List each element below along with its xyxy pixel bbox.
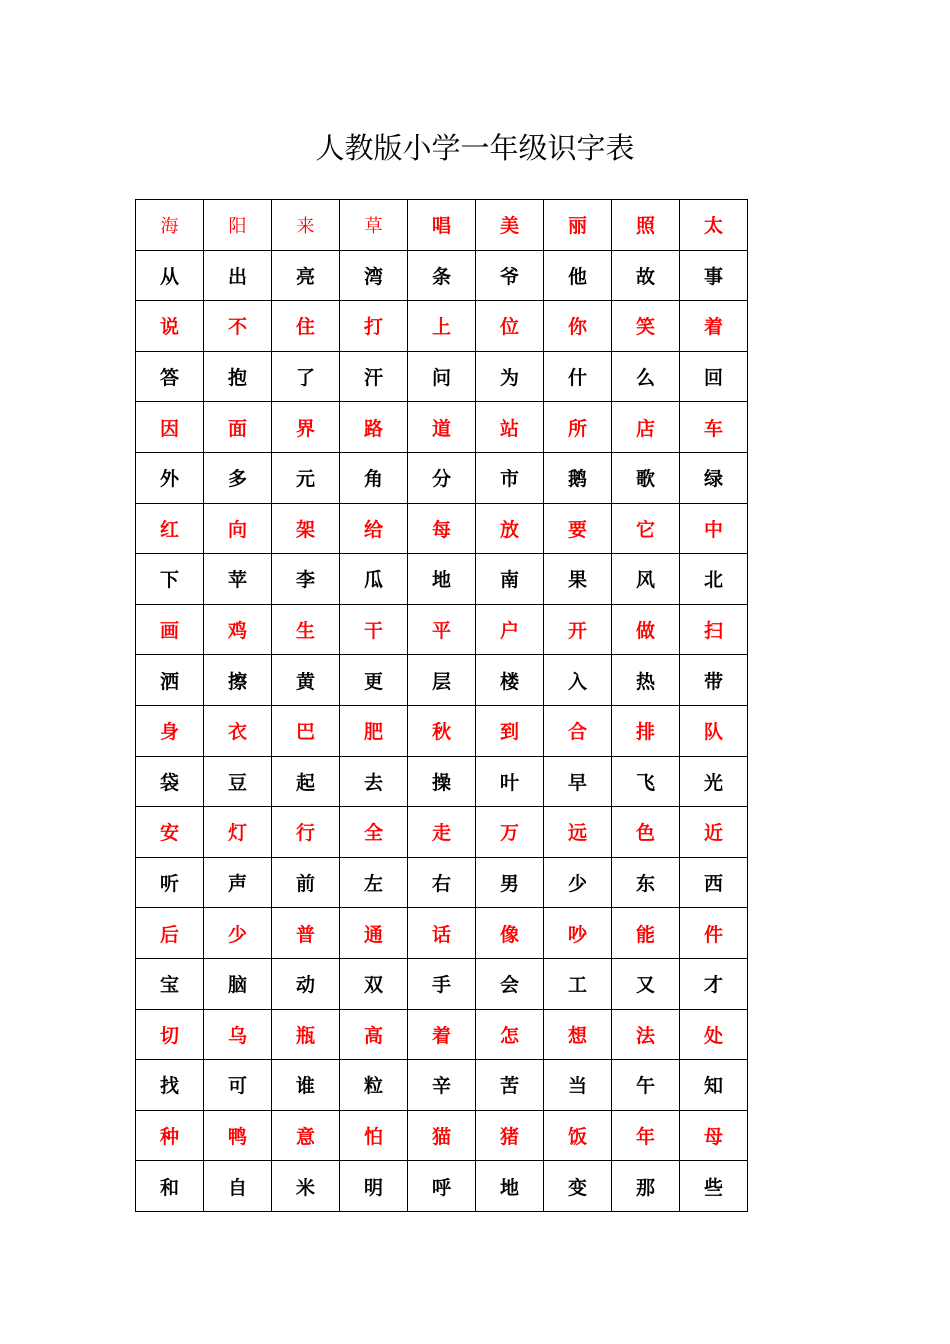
character-cell: 手 xyxy=(408,958,476,1009)
character-cell: 黄 xyxy=(272,655,340,706)
character-cell: 亮 xyxy=(272,250,340,301)
character-cell: 要 xyxy=(544,503,612,554)
character-cell: 擦 xyxy=(204,655,272,706)
character-cell: 不 xyxy=(204,301,272,352)
character-cell: 爷 xyxy=(476,250,544,301)
character-table xyxy=(135,199,748,1212)
character-cell: 位 xyxy=(476,301,544,352)
character-cell: 外 xyxy=(136,452,204,503)
character-cell: 起 xyxy=(272,756,340,807)
character-cell: 故 xyxy=(612,250,680,301)
character-cell: 那 xyxy=(612,1161,680,1212)
character-cell: 扫 xyxy=(680,604,748,655)
character-cell: 来 xyxy=(272,200,340,251)
character-cell: 苦 xyxy=(476,1060,544,1111)
character-cell: 说 xyxy=(136,301,204,352)
character-cell: 了 xyxy=(272,351,340,402)
table-row xyxy=(136,503,748,554)
character-cell: 秋 xyxy=(408,705,476,756)
table-row xyxy=(136,351,748,402)
character-cell: 行 xyxy=(272,807,340,858)
character-cell: 排 xyxy=(612,705,680,756)
character-cell: 鹅 xyxy=(544,452,612,503)
table-row xyxy=(136,958,748,1009)
character-cell: 听 xyxy=(136,857,204,908)
character-cell: 出 xyxy=(204,250,272,301)
character-cell: 做 xyxy=(612,604,680,655)
character-cell: 午 xyxy=(612,1060,680,1111)
character-cell: 年 xyxy=(612,1110,680,1161)
character-cell: 乌 xyxy=(204,1009,272,1060)
character-cell: 给 xyxy=(340,503,408,554)
character-cell: 种 xyxy=(136,1110,204,1161)
character-cell: 男 xyxy=(476,857,544,908)
character-cell: 普 xyxy=(272,908,340,959)
table-row xyxy=(136,1060,748,1111)
character-cell: 每 xyxy=(408,503,476,554)
character-cell: 向 xyxy=(204,503,272,554)
character-cell: 万 xyxy=(476,807,544,858)
character-cell: 答 xyxy=(136,351,204,402)
character-cell: 话 xyxy=(408,908,476,959)
character-cell: 阳 xyxy=(204,200,272,251)
character-cell: 绿 xyxy=(680,452,748,503)
character-cell: 巴 xyxy=(272,705,340,756)
character-cell: 灯 xyxy=(204,807,272,858)
character-cell: 户 xyxy=(476,604,544,655)
character-cell: 通 xyxy=(340,908,408,959)
character-cell: 李 xyxy=(272,554,340,605)
character-table-body xyxy=(136,200,748,1212)
character-cell: 地 xyxy=(476,1161,544,1212)
character-cell: 草 xyxy=(340,200,408,251)
character-cell: 前 xyxy=(272,857,340,908)
character-cell: 切 xyxy=(136,1009,204,1060)
character-cell: 风 xyxy=(612,554,680,605)
character-cell: 所 xyxy=(544,402,612,453)
character-cell: 脑 xyxy=(204,958,272,1009)
character-cell: 洒 xyxy=(136,655,204,706)
character-cell: 唱 xyxy=(408,200,476,251)
character-cell: 左 xyxy=(340,857,408,908)
character-cell: 道 xyxy=(408,402,476,453)
character-cell: 市 xyxy=(476,452,544,503)
character-cell: 下 xyxy=(136,554,204,605)
character-cell: 身 xyxy=(136,705,204,756)
character-cell: 件 xyxy=(680,908,748,959)
character-cell: 自 xyxy=(204,1161,272,1212)
character-cell: 南 xyxy=(476,554,544,605)
character-cell: 队 xyxy=(680,705,748,756)
character-cell: 动 xyxy=(272,958,340,1009)
character-cell: 热 xyxy=(612,655,680,706)
character-cell: 干 xyxy=(340,604,408,655)
character-cell: 处 xyxy=(680,1009,748,1060)
character-cell: 界 xyxy=(272,402,340,453)
character-cell: 丽 xyxy=(544,200,612,251)
character-cell: 你 xyxy=(544,301,612,352)
character-cell: 叶 xyxy=(476,756,544,807)
character-cell: 像 xyxy=(476,908,544,959)
character-cell: 母 xyxy=(680,1110,748,1161)
character-cell: 地 xyxy=(408,554,476,605)
character-cell: 去 xyxy=(340,756,408,807)
character-cell: 鸭 xyxy=(204,1110,272,1161)
character-cell: 辛 xyxy=(408,1060,476,1111)
character-cell: 远 xyxy=(544,807,612,858)
character-cell: 店 xyxy=(612,402,680,453)
character-cell: 苹 xyxy=(204,554,272,605)
table-row xyxy=(136,604,748,655)
character-cell: 猫 xyxy=(408,1110,476,1161)
table-row xyxy=(136,655,748,706)
character-cell: 些 xyxy=(680,1161,748,1212)
character-cell: 北 xyxy=(680,554,748,605)
character-cell: 中 xyxy=(680,503,748,554)
character-cell: 能 xyxy=(612,908,680,959)
character-cell: 问 xyxy=(408,351,476,402)
character-cell: 照 xyxy=(612,200,680,251)
character-cell: 飞 xyxy=(612,756,680,807)
character-cell: 画 xyxy=(136,604,204,655)
character-cell: 什 xyxy=(544,351,612,402)
character-cell: 又 xyxy=(612,958,680,1009)
character-cell: 么 xyxy=(612,351,680,402)
character-cell: 袋 xyxy=(136,756,204,807)
character-cell: 元 xyxy=(272,452,340,503)
character-cell: 当 xyxy=(544,1060,612,1111)
character-cell: 早 xyxy=(544,756,612,807)
table-row xyxy=(136,200,748,251)
character-cell: 法 xyxy=(612,1009,680,1060)
character-cell: 平 xyxy=(408,604,476,655)
table-row xyxy=(136,452,748,503)
character-cell: 楼 xyxy=(476,655,544,706)
character-cell: 海 xyxy=(136,200,204,251)
character-cell: 笑 xyxy=(612,301,680,352)
character-cell: 为 xyxy=(476,351,544,402)
character-cell: 宝 xyxy=(136,958,204,1009)
character-cell: 放 xyxy=(476,503,544,554)
character-cell: 找 xyxy=(136,1060,204,1111)
character-cell: 后 xyxy=(136,908,204,959)
character-cell: 条 xyxy=(408,250,476,301)
character-cell: 上 xyxy=(408,301,476,352)
table-row xyxy=(136,301,748,352)
character-cell: 饭 xyxy=(544,1110,612,1161)
character-cell: 事 xyxy=(680,250,748,301)
character-cell: 高 xyxy=(340,1009,408,1060)
character-cell: 瓜 xyxy=(340,554,408,605)
character-cell: 才 xyxy=(680,958,748,1009)
character-cell: 谁 xyxy=(272,1060,340,1111)
character-cell: 右 xyxy=(408,857,476,908)
character-cell: 角 xyxy=(340,452,408,503)
character-cell: 更 xyxy=(340,655,408,706)
table-row xyxy=(136,250,748,301)
character-cell: 站 xyxy=(476,402,544,453)
character-cell: 声 xyxy=(204,857,272,908)
character-cell: 鸡 xyxy=(204,604,272,655)
character-cell: 面 xyxy=(204,402,272,453)
table-row xyxy=(136,908,748,959)
character-cell: 全 xyxy=(340,807,408,858)
character-cell: 猪 xyxy=(476,1110,544,1161)
character-cell: 意 xyxy=(272,1110,340,1161)
character-cell: 少 xyxy=(544,857,612,908)
character-cell: 汗 xyxy=(340,351,408,402)
table-row xyxy=(136,554,748,605)
character-cell: 西 xyxy=(680,857,748,908)
character-cell: 因 xyxy=(136,402,204,453)
character-cell: 想 xyxy=(544,1009,612,1060)
character-cell: 住 xyxy=(272,301,340,352)
character-cell: 他 xyxy=(544,250,612,301)
character-cell: 回 xyxy=(680,351,748,402)
character-cell: 架 xyxy=(272,503,340,554)
character-cell: 怕 xyxy=(340,1110,408,1161)
character-cell: 太 xyxy=(680,200,748,251)
character-cell: 入 xyxy=(544,655,612,706)
character-cell: 粒 xyxy=(340,1060,408,1111)
table-row xyxy=(136,1161,748,1212)
character-cell: 怎 xyxy=(476,1009,544,1060)
table-row xyxy=(136,807,748,858)
character-cell: 美 xyxy=(476,200,544,251)
character-cell: 打 xyxy=(340,301,408,352)
character-cell: 带 xyxy=(680,655,748,706)
character-cell: 歌 xyxy=(612,452,680,503)
character-cell: 路 xyxy=(340,402,408,453)
character-cell: 吵 xyxy=(544,908,612,959)
table-row xyxy=(136,857,748,908)
character-cell: 抱 xyxy=(204,351,272,402)
table-row xyxy=(136,1009,748,1060)
character-cell: 双 xyxy=(340,958,408,1009)
character-cell: 层 xyxy=(408,655,476,706)
character-cell: 可 xyxy=(204,1060,272,1111)
character-cell: 安 xyxy=(136,807,204,858)
character-cell: 知 xyxy=(680,1060,748,1111)
character-cell: 走 xyxy=(408,807,476,858)
character-cell: 到 xyxy=(476,705,544,756)
character-cell: 着 xyxy=(408,1009,476,1060)
table-row xyxy=(136,756,748,807)
character-cell: 呼 xyxy=(408,1161,476,1212)
character-cell: 变 xyxy=(544,1161,612,1212)
character-cell: 肥 xyxy=(340,705,408,756)
character-cell: 少 xyxy=(204,908,272,959)
character-cell: 操 xyxy=(408,756,476,807)
character-cell: 和 xyxy=(136,1161,204,1212)
character-cell: 瓶 xyxy=(272,1009,340,1060)
character-cell: 光 xyxy=(680,756,748,807)
table-row xyxy=(136,402,748,453)
character-cell: 多 xyxy=(204,452,272,503)
table-row xyxy=(136,705,748,756)
character-cell: 明 xyxy=(340,1161,408,1212)
character-cell: 湾 xyxy=(340,250,408,301)
character-cell: 色 xyxy=(612,807,680,858)
character-cell: 分 xyxy=(408,452,476,503)
character-cell: 近 xyxy=(680,807,748,858)
character-cell: 衣 xyxy=(204,705,272,756)
character-cell: 着 xyxy=(680,301,748,352)
character-cell: 从 xyxy=(136,250,204,301)
character-cell: 合 xyxy=(544,705,612,756)
character-cell: 东 xyxy=(612,857,680,908)
character-cell: 生 xyxy=(272,604,340,655)
character-cell: 车 xyxy=(680,402,748,453)
character-cell: 开 xyxy=(544,604,612,655)
character-cell: 工 xyxy=(544,958,612,1009)
character-cell: 会 xyxy=(476,958,544,1009)
character-cell: 红 xyxy=(136,503,204,554)
character-cell: 米 xyxy=(272,1161,340,1212)
table-row xyxy=(136,1110,748,1161)
character-cell: 它 xyxy=(612,503,680,554)
character-cell: 豆 xyxy=(204,756,272,807)
character-cell: 果 xyxy=(544,554,612,605)
page-title: 人教版小学一年级识字表 xyxy=(315,131,635,165)
